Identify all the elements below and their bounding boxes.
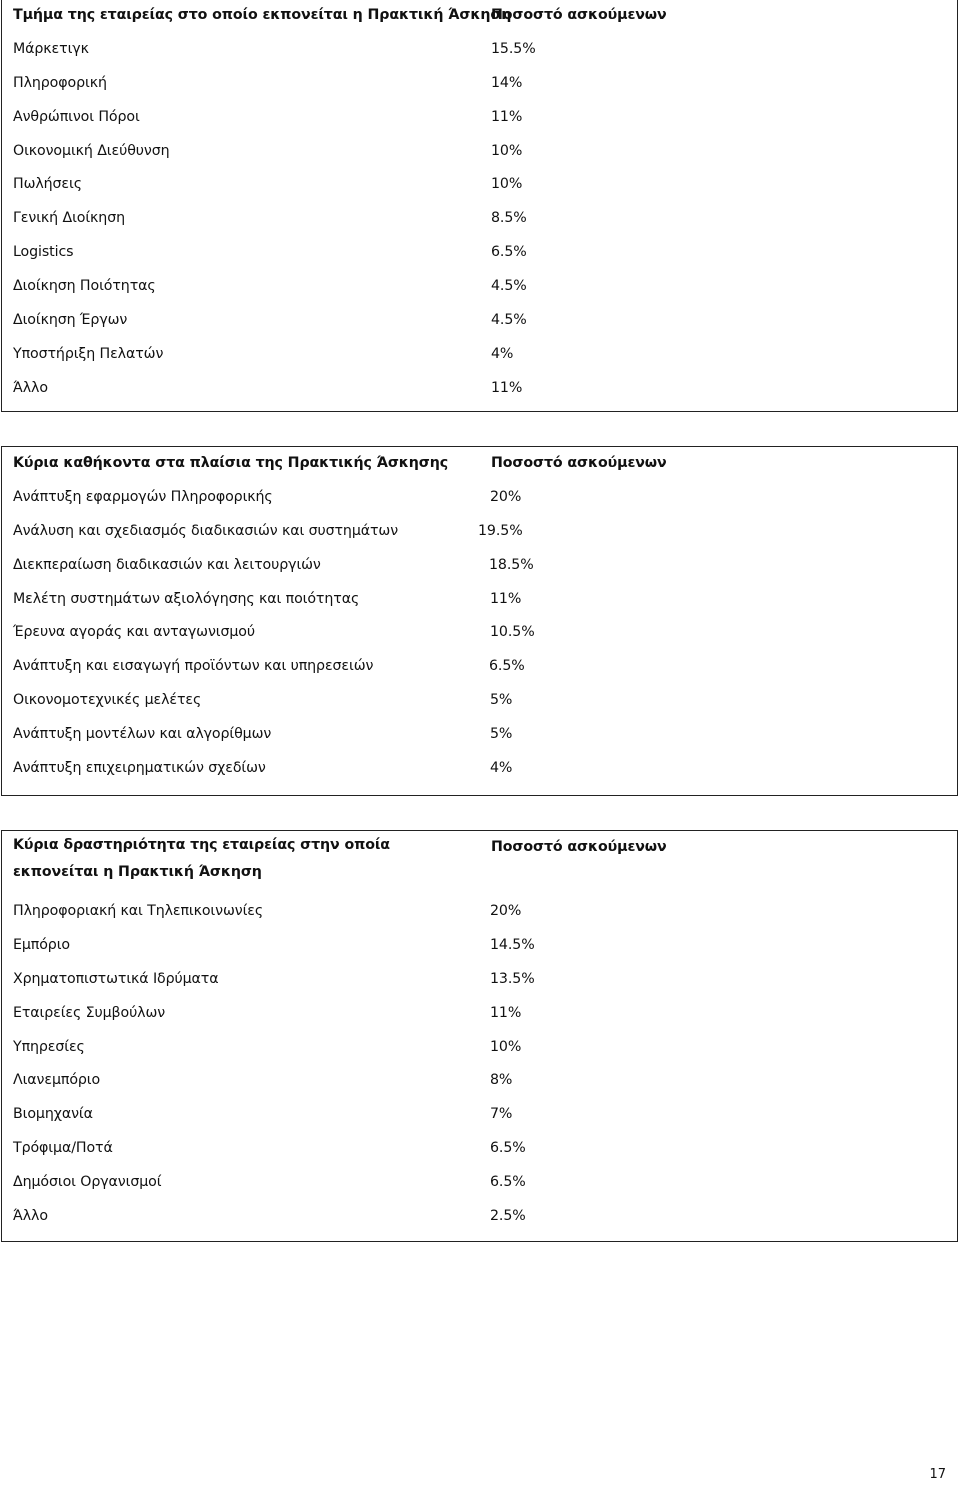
table-row: [2, 338, 957, 372]
table-row: [2, 67, 957, 101]
row-label: Οικονομοτεχνικές μελέτες: [13, 692, 202, 709]
table-row: [2, 202, 957, 236]
table-row: [2, 684, 957, 718]
row-value: 10.5%: [490, 624, 535, 641]
table-row: [2, 1132, 957, 1166]
row-value: 18.5%: [489, 556, 534, 573]
row-label: Ανάπτυξη εφαρμογών Πληροφορικής: [13, 488, 273, 505]
table-header: [2, 0, 957, 33]
table-row: [2, 270, 957, 304]
row-label: Ανάπτυξη μοντέλων και αλγορίθμων: [13, 726, 272, 743]
table-row: [2, 1166, 957, 1200]
row-value: 10%: [491, 176, 523, 193]
row-value: 14.5%: [490, 936, 535, 953]
row-value: 8%: [490, 1072, 513, 1089]
duties-table: [1, 446, 958, 796]
table-row: [2, 33, 957, 67]
row-value: 20%: [490, 488, 522, 505]
table-row: [2, 963, 957, 997]
table-row: [2, 372, 957, 406]
row-label: Logistics: [13, 244, 74, 261]
header-column-2: Ποσοστό ασκούμενων: [491, 455, 667, 471]
row-value: 14%: [491, 74, 523, 91]
activity-table: [1, 830, 958, 1242]
row-label: Ανάπτυξη επιχειρηματικών σχεδίων: [13, 760, 266, 777]
header-column-2: Ποσοστό ασκούμενων: [491, 839, 667, 855]
row-label: Βιομηχανία: [13, 1106, 93, 1123]
table-row: [2, 304, 957, 338]
row-label: Γενική Διοίκηση: [13, 210, 125, 227]
row-label: Πωλήσεις: [13, 176, 82, 193]
header-column-1: Κύρια καθήκοντα στα πλαίσια της Πρακτικής Άσκησης: [13, 455, 449, 471]
row-label: Άλλο: [13, 1208, 48, 1225]
row-value: 8.5%: [491, 210, 527, 227]
row-value: 4%: [491, 345, 514, 362]
row-value: 6.5%: [491, 244, 527, 261]
row-label: Εμπόριο: [13, 936, 70, 953]
table-row: [2, 895, 957, 929]
row-value: 4%: [490, 760, 513, 777]
table-row: [2, 101, 957, 135]
table-row: [2, 515, 957, 549]
row-value: 6.5%: [490, 1140, 526, 1157]
table-row: [2, 929, 957, 963]
row-value: 4.5%: [491, 278, 527, 295]
header-column-2: Ποσοστό ασκούμενων: [491, 7, 667, 23]
table-row: [2, 650, 957, 684]
table-row: [2, 997, 957, 1031]
department-table: [1, 0, 958, 412]
table-row: [2, 1200, 957, 1234]
row-label: Διοίκηση Ποιότητας: [13, 278, 156, 295]
row-value: 13.5%: [490, 970, 535, 987]
row-label: Πληροφορική: [13, 74, 107, 91]
row-label: Εταιρείες Συμβούλων: [13, 1004, 166, 1021]
row-value: 6.5%: [489, 658, 525, 675]
row-value: 6.5%: [490, 1174, 526, 1191]
table-row: [2, 718, 957, 752]
row-label: Άλλο: [13, 379, 48, 396]
row-label: Μελέτη συστημάτων αξιολόγησης και ποιότητας: [13, 590, 360, 607]
table-row: [2, 549, 957, 583]
row-value: 11%: [490, 590, 522, 607]
table-row: [2, 135, 957, 169]
row-value: 5%: [490, 726, 513, 743]
row-label: Υπηρεσίες: [13, 1038, 85, 1055]
row-label: Λιανεμπόριο: [13, 1072, 101, 1089]
row-value: 15.5%: [491, 40, 536, 57]
row-label: Ανάλυση και σχεδιασμός διαδικασιών και συστημάτων: [13, 522, 399, 539]
table-header: [2, 831, 957, 895]
row-label: Ανάπτυξη και εισαγωγή προϊόντων και υπηρεσειών: [13, 658, 374, 675]
row-value: 11%: [490, 1004, 522, 1021]
row-value: 11%: [491, 108, 523, 125]
row-value: 4.5%: [491, 312, 527, 329]
table-row: [2, 168, 957, 202]
row-value: 19.5%: [478, 522, 523, 539]
row-label: Χρηματοπιστωτικά Ιδρύματα: [13, 970, 219, 987]
row-label: Τρόφιμα/Ποτά: [13, 1140, 113, 1157]
row-value: 20%: [490, 903, 522, 919]
row-value: 5%: [490, 692, 513, 709]
page-number: 17: [929, 1467, 946, 1482]
row-value: 10%: [491, 142, 523, 159]
row-label: Διοίκηση Έργων: [13, 312, 128, 329]
row-label: Διεκπεραίωση διαδικασιών και λειτουργιών: [13, 556, 321, 573]
row-label: Οικονομική Διεύθυνση: [13, 142, 170, 159]
table-row: [2, 481, 957, 515]
row-label: Δημόσιοι Οργανισμοί: [13, 1174, 162, 1191]
table-row: [2, 236, 957, 270]
row-label: Ανθρώπινοι Πόροι: [13, 108, 140, 125]
table-row: [2, 752, 957, 786]
row-value: 2.5%: [490, 1208, 526, 1225]
row-value: 10%: [490, 1038, 522, 1055]
row-label: Υποστήριξη Πελατών: [13, 345, 164, 362]
row-label: Έρευνα αγοράς και ανταγωνισμού: [13, 624, 255, 641]
row-value: 7%: [490, 1106, 513, 1123]
table-row: [2, 583, 957, 617]
header-column-1: Κύρια δραστηριότητα της εταιρείας στην οποία εκπονείται η Πρακτική Άσκηση: [13, 837, 390, 880]
table-row: [2, 1031, 957, 1065]
row-label: Μάρκετιγκ: [13, 40, 89, 57]
table-header: [2, 447, 957, 481]
table-row: [2, 1098, 957, 1132]
table-row: [2, 616, 957, 650]
table-row: [2, 1064, 957, 1098]
row-label: Πληροφοριακή και Τηλεπικοινωνίες: [13, 903, 264, 919]
row-value: 11%: [491, 379, 523, 396]
header-column-1: Τμήμα της εταιρείας στο οποίο εκπονείται η Πρακτική Άσκηση: [13, 7, 512, 23]
